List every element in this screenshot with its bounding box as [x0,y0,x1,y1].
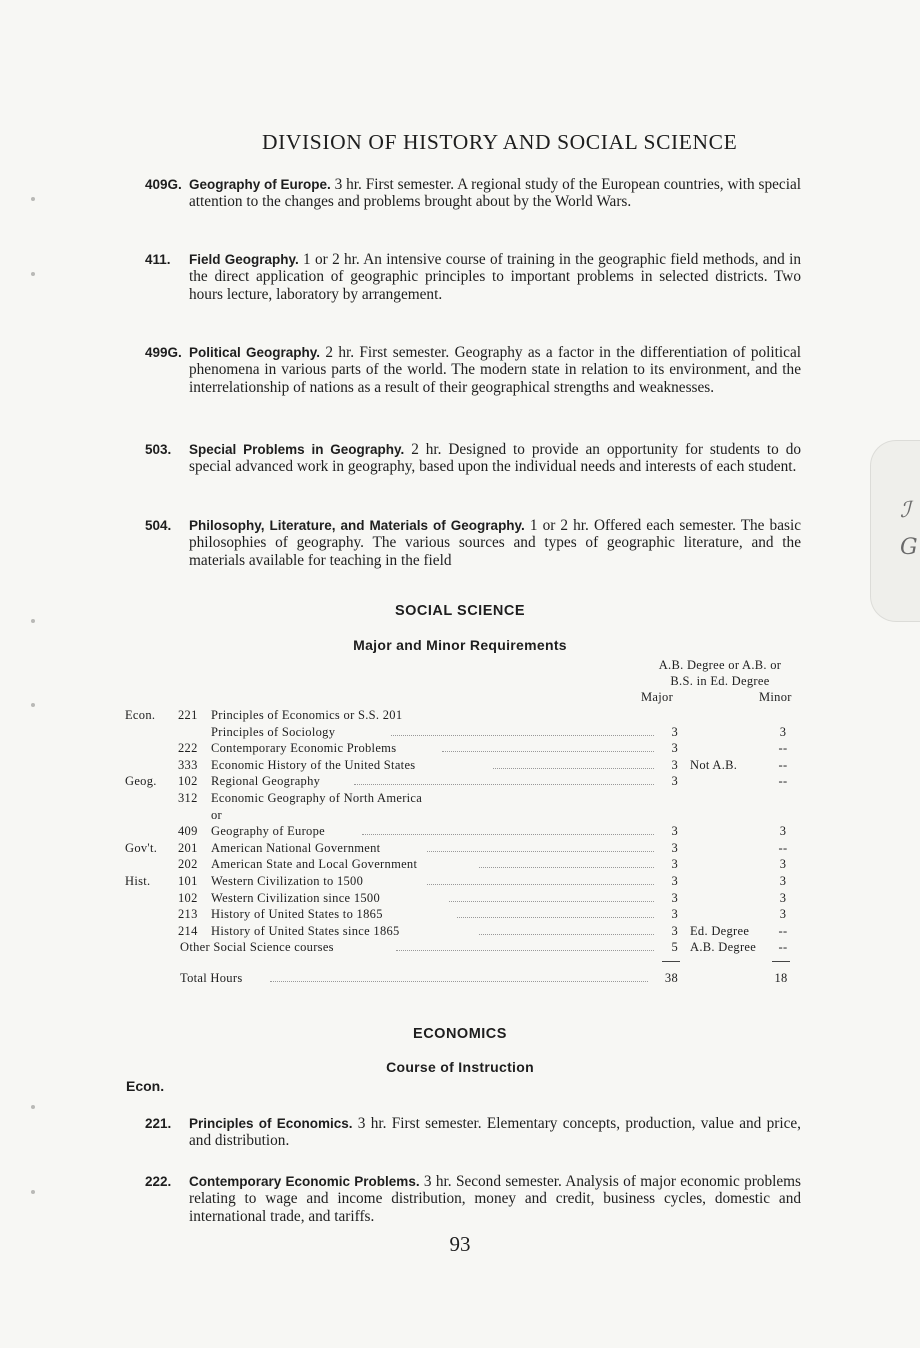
dot-leader [479,934,655,935]
degree-note-cell: Ed. Degree [690,923,750,938]
total-row [0,971,920,987]
course-title-cell: History of United States to 1865 [211,907,383,922]
course-description: 2 hr. First semester. Geography as a factor in the differentiation of political phenomena in various parts of the world. The modern state in relation to its environment, and the interrelationship of nations as a result of their geographical strengths and weaknesses. [189,344,801,396]
major-hours-cell: 3 [671,741,678,756]
scan-speck [31,272,35,276]
course-title: Field Geography. [189,252,299,267]
course-number: 411. [145,252,171,267]
dot-leader [449,901,654,902]
dot-leader [479,867,655,868]
course-number-cell: 222 [178,741,198,756]
degree-heading-line: B.S. in Ed. Degree [670,674,770,688]
minor-hours-cell: 3 [779,857,787,872]
course-description: 3 hr. First semester. A regional study of the European countries, with special attention to the changes and problems brought about by the World Wars. [189,176,801,211]
course-title-cell: Western Civilization since 1500 [211,890,381,905]
course-title: Geography of Europe. [189,177,331,192]
dot-leader [457,917,654,918]
course-title: Principles of Economics. [189,1116,353,1131]
table-row [0,758,920,774]
dot-leader [391,735,654,736]
scan-speck [31,703,35,707]
major-hours-cell: 3 [671,774,678,789]
department-cell: Geog. [125,774,157,789]
course-number: 221. [145,1116,172,1131]
course-number-cell: 201 [178,840,198,855]
table-row [0,741,920,757]
degree-heading-line: A.B. Degree or A.B. or [658,658,782,672]
margin-handwriting: G [900,535,918,560]
table-row [0,907,920,923]
course-title-cell: History of United States since 1865 [211,923,400,938]
course-title-cell: Principles of Economics or S.S. 201 [211,708,403,722]
table-row [0,874,920,890]
course-title-cell: American State and Local Government [211,857,418,872]
course-entry [145,517,805,569]
course-title: Contemporary Economic Problems. [189,1174,420,1189]
department-cell: Hist. [125,874,151,888]
major-hours-cell: 3 [671,923,678,938]
course-title-cell: or [211,807,223,822]
minor-hours-cell: -- [778,757,788,772]
section-subheading: Major and Minor Requirements [353,637,567,653]
course-title-cell: Contemporary Economic Problems [211,741,397,756]
dot-leader [396,950,654,951]
scan-speck [31,197,35,201]
degree-note-cell: Not A.B. [690,757,738,772]
table-row [0,824,920,840]
course-title-cell: Geography of Europe [211,824,325,839]
total-label: Total Hours [180,971,243,985]
course-title-cell: American National Government [211,840,381,855]
major-hours-cell: 3 [671,824,678,839]
course-description: 1 or 2 hr. Offered each semester. The basic philosophies of geography. The various sources and types of geographic literature, and the materials available for teaching in the field [189,517,801,569]
table-row [0,725,920,741]
total-minor-hours: 18 [774,971,788,985]
department-cell: Gov't. [125,840,158,855]
major-hours-cell: 3 [671,840,678,855]
course-number: 409G. [145,177,182,192]
major-hours-cell: 5 [671,940,678,955]
scan-speck [31,1105,35,1109]
section-subheading: Course of Instruction [386,1059,534,1075]
minor-hours-cell: 3 [779,824,787,839]
sum-line [662,961,680,962]
major-hours-cell: 3 [671,907,678,922]
scan-tab-shadow [870,440,920,622]
table-row [0,808,920,824]
course-entry [145,441,805,476]
table-row [0,774,920,790]
dot-leader [427,851,654,852]
section-heading: ECONOMICS [413,1026,507,1042]
minor-hours-cell: -- [778,840,788,855]
sum-line [772,961,790,962]
course-title-cell: Economic History of the United States [211,757,416,772]
department-label: Econ. [126,1078,165,1094]
dot-leader [493,768,654,769]
course-entry [145,344,805,396]
table-row [0,924,920,940]
major-hours-cell: 3 [671,890,678,905]
course-number: 222. [145,1174,172,1189]
course-number-cell: 333 [178,757,198,772]
minor-hours-cell: 3 [779,724,787,739]
course-entry [145,176,805,211]
table-row [0,841,920,857]
table-row [0,857,920,873]
degree-note-cell: A.B. Degree [690,940,757,955]
course-title-cell: Economic Geography of North America [211,791,423,805]
course-entry [145,1173,805,1225]
course-description: 3 hr. Second semester. Analysis of major economic problems relating to wage and income distribution, money and credit, business cycles, domestic and international trade, and tariffs. [189,1173,801,1225]
dot-leader [442,751,654,752]
course-number-cell: 312 [178,791,198,805]
degree-column-heading [600,657,840,689]
course-title-cell: Principles of Sociology [211,724,336,739]
table-row [0,791,920,807]
course-entry [145,251,805,303]
course-number-cell: 214 [178,923,198,938]
course-title-cell: Other Social Science courses [180,940,334,955]
major-hours-cell: 3 [671,757,678,772]
minor-hours-cell: -- [778,741,788,756]
scan-speck [31,1190,35,1194]
course-title-cell: Western Civilization to 1500 [211,874,364,888]
major-hours-cell: 3 [671,874,678,888]
minor-column-label: Minor [759,690,792,704]
table-row [0,891,920,907]
minor-hours-cell: -- [778,774,788,789]
minor-hours-cell: -- [778,940,788,955]
course-number-cell: 101 [178,874,198,888]
minor-hours-cell: -- [778,923,788,938]
minor-hours-cell: 3 [779,907,787,922]
course-number-cell: 102 [178,774,198,789]
dot-leader [354,784,654,785]
course-description: 2 hr. Designed to provide an opportunity for students to do special advanced work in geography, based upon the individual needs and interests of each student. [189,441,801,476]
course-number-cell: 221 [178,708,198,722]
department-cell: Econ. [125,708,156,722]
scan-speck [31,619,35,623]
major-column-label: Major [641,690,674,704]
minor-hours-cell: 3 [779,890,787,905]
course-number: 499G. [145,345,182,360]
course-number-cell: 213 [178,907,198,922]
section-heading: SOCIAL SCIENCE [394,603,525,619]
course-number-cell: 102 [178,890,198,905]
course-number-cell: 202 [178,857,198,872]
course-number-cell: 409 [178,824,198,839]
total-major-hours: 38 [664,971,678,985]
course-entry [145,1115,805,1150]
page-header: DIVISION OF HISTORY AND SOCIAL SCIENCE [262,130,738,154]
course-title: Special Problems in Geography. [189,442,405,457]
minor-hours-cell: 3 [779,874,787,888]
table-row [0,940,920,956]
course-description: 1 or 2 hr. An intensive course of training in the geographic field methods, and in the direct application of geographic principles to important problems in selected districts. Two hours lecture, laboratory by arrangement. [189,251,801,303]
course-title: Political Geography. [189,345,321,360]
course-title-cell: Regional Geography [211,774,321,789]
course-title: Philosophy, Literature, and Materials of Geography. [189,518,525,533]
dot-leader [427,884,654,885]
major-hours-cell: 3 [671,857,678,872]
table-row [0,708,920,724]
course-number: 504. [145,518,172,533]
dot-leader [362,834,654,835]
margin-handwriting: ℐ [900,498,911,523]
major-hours-cell: 3 [671,724,678,739]
page-number: 93 [449,1232,471,1256]
course-description: 3 hr. First semester. Elementary concepts, production, value and price, and distribution. [189,1115,801,1150]
course-number: 503. [145,442,172,457]
dot-leader [270,981,648,982]
